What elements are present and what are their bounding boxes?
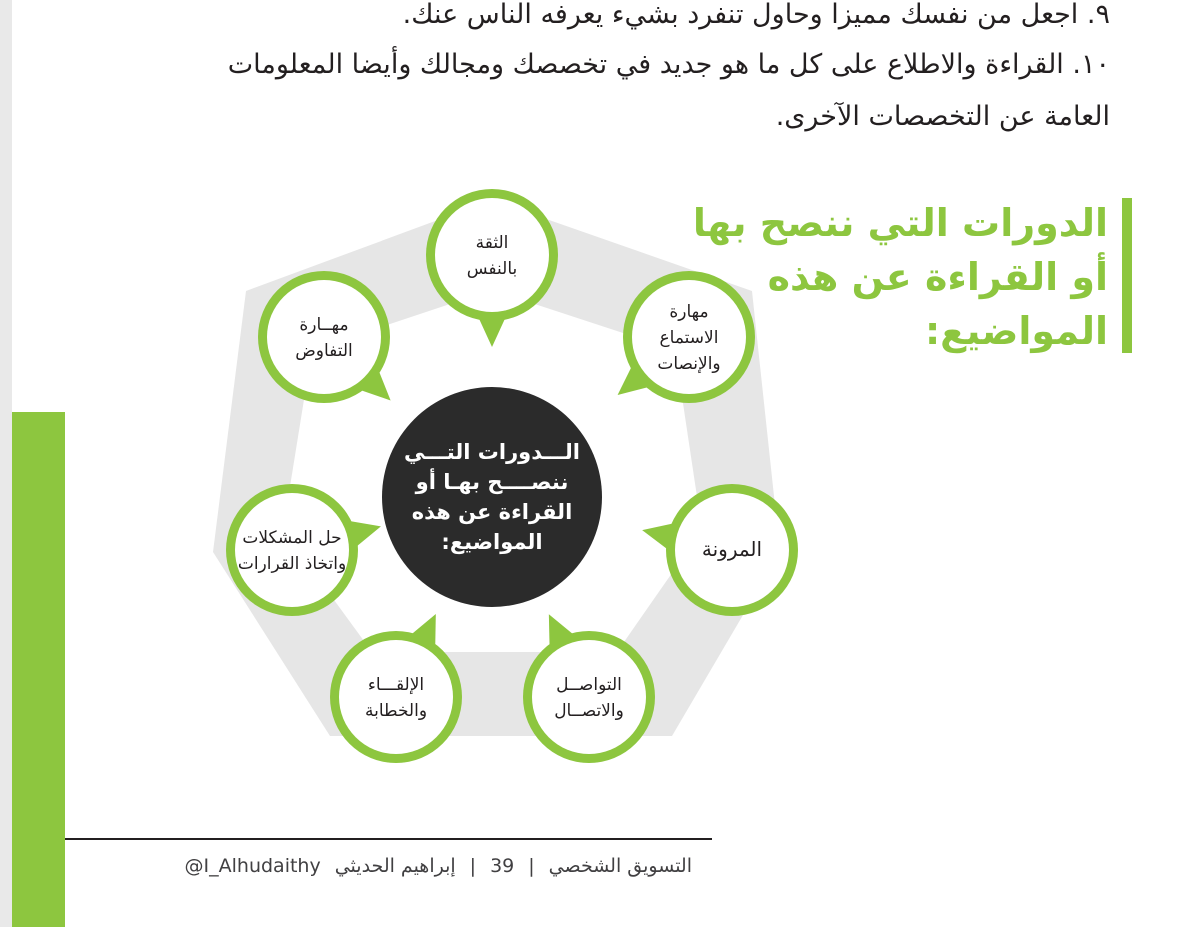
topic-node-label-line: حل المشكلات bbox=[242, 528, 342, 548]
heading-line-2: أو القراءة عن هذه bbox=[767, 255, 1108, 299]
list-item-10: ١٠. القراءة والاطلاع على كل ما هو جديد في تخصصك ومجالك وأيضا المعلومات bbox=[227, 49, 1110, 80]
list-item-9: ٩. اجعل من نفسك مميزا وحاول تنفرد بشيء يعرفه الناس عنك. bbox=[402, 0, 1110, 30]
topic-node-face bbox=[235, 493, 349, 607]
topic-node-face bbox=[339, 640, 453, 754]
topic-node-label-line: الاستماع bbox=[659, 328, 719, 348]
center-title-line: الـــدورات التـــي bbox=[404, 440, 580, 464]
heading-line-3: المواضيع: bbox=[924, 309, 1108, 353]
footer-book-title: التسويق الشخصي bbox=[548, 855, 692, 877]
page-footer bbox=[80, 850, 692, 882]
topic-node-label-line: الإلقـــاء bbox=[367, 675, 425, 695]
topic-node-label-line: الثقة bbox=[475, 233, 509, 253]
topic-node-label bbox=[702, 537, 762, 561]
topic-node-label-line: واتخاذ القرارات bbox=[237, 554, 347, 574]
list-item-10-continuation: العامة عن التخصصات الآخرى. bbox=[775, 101, 1110, 132]
topic-node-face bbox=[532, 640, 646, 754]
center-circle bbox=[382, 387, 602, 607]
topic-node-label-line: التواصــل bbox=[556, 675, 622, 695]
topic-node-label-line: والاتصــال bbox=[554, 701, 624, 721]
footer-page-number: 39 bbox=[490, 855, 515, 877]
topic-node-label-line: المرونة bbox=[701, 537, 763, 561]
footer-author: إبراهيم الحديثي bbox=[334, 855, 456, 877]
center-title-line: القراءة عن هذه bbox=[411, 500, 573, 524]
topic-node-label-line: بالنفس bbox=[466, 259, 518, 279]
topic-node-label-line: مهارة bbox=[669, 302, 709, 322]
heading-line-1: الدورات التي ننصح بها bbox=[692, 201, 1108, 245]
center-title-line: ننصــــح بهـا أو bbox=[415, 470, 569, 494]
footer-handle: @I_Alhudaithy bbox=[184, 855, 321, 877]
footer-separator: | bbox=[469, 855, 477, 877]
topic-node-label-line: التفاوض bbox=[295, 341, 353, 361]
topic-node-label-line: مهــارة bbox=[299, 315, 349, 335]
center-title-line: المواضيع: bbox=[441, 530, 543, 554]
topic-node bbox=[258, 271, 391, 403]
topic-node-label-line: والخطابة bbox=[364, 701, 428, 721]
footer-separator: | bbox=[528, 855, 535, 877]
footer-rule bbox=[65, 838, 712, 840]
topic-node-label-line: والإنصات bbox=[657, 354, 721, 374]
topic-node-face bbox=[435, 198, 549, 312]
topic-node-face bbox=[267, 280, 381, 394]
